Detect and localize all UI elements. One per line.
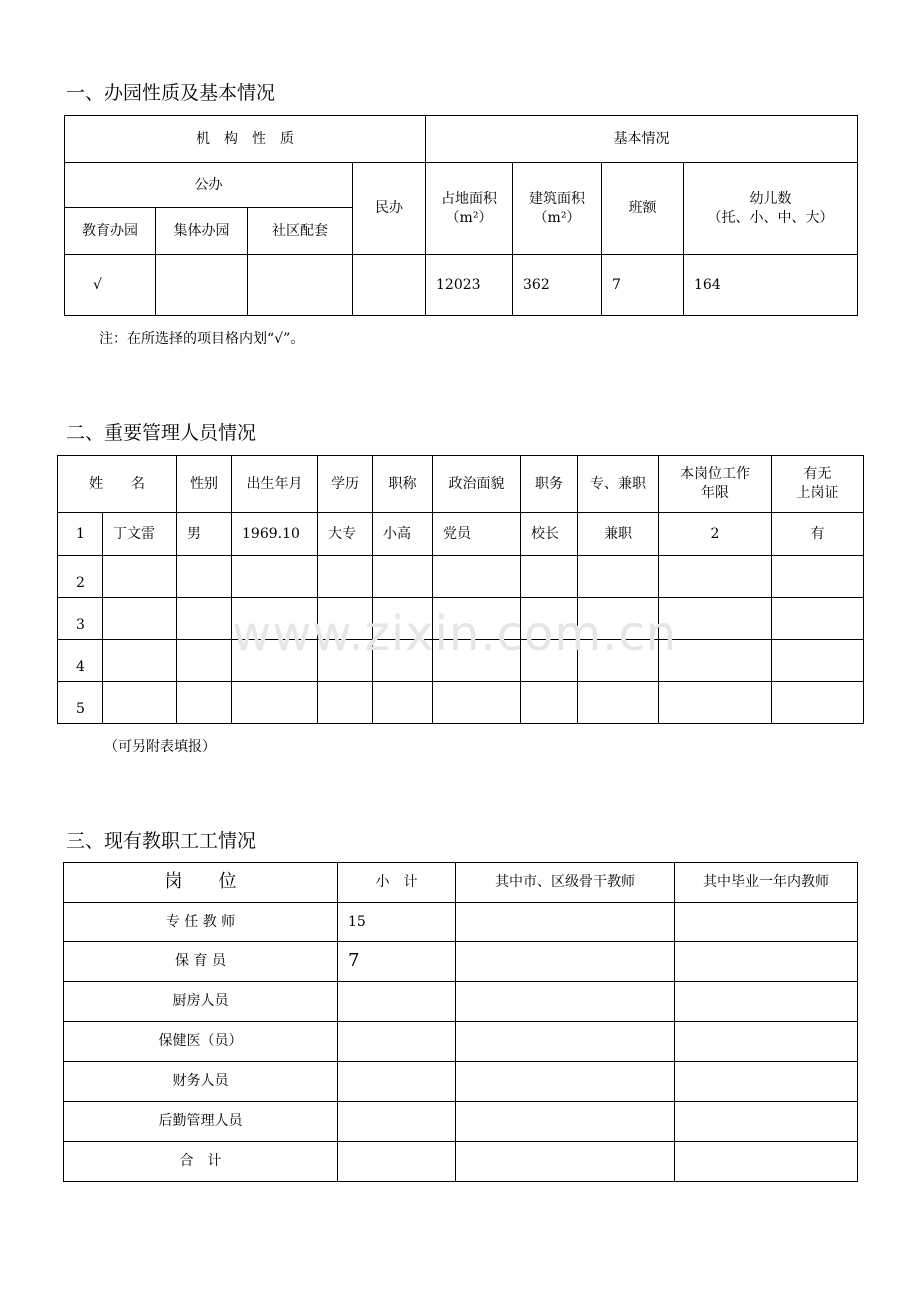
cell-political xyxy=(433,682,521,724)
header-land-area-l1: 占地面积 xyxy=(441,190,497,207)
cell-row-number: 4 xyxy=(58,640,103,682)
cell-fulltime xyxy=(578,556,659,598)
cell-cert xyxy=(772,598,864,640)
cell-years xyxy=(659,556,772,598)
cell-birth xyxy=(232,682,318,724)
cell-name xyxy=(103,682,177,724)
cell-gender xyxy=(177,556,232,598)
cell-backbone xyxy=(456,1022,675,1062)
header-cert xyxy=(772,456,864,513)
header-education: 学历 xyxy=(318,456,373,513)
cell-years: 2 xyxy=(659,513,772,556)
cell-cert xyxy=(772,640,864,682)
cell-duty xyxy=(521,556,578,598)
cell-cert: 有 xyxy=(772,513,864,556)
cell-building-area: 362 xyxy=(513,255,602,316)
cell-duty: 校长 xyxy=(521,513,578,556)
cell-post: 专 任 教 师 xyxy=(64,903,338,942)
header-building-area xyxy=(513,163,602,255)
cell-duty xyxy=(521,682,578,724)
cell-newgrad xyxy=(675,1142,858,1182)
cell-row-number: 1 xyxy=(58,513,103,556)
cell-cert xyxy=(772,556,864,598)
section1-note: 注：在所选择的项目格内划“√”。 xyxy=(99,331,305,347)
cell-political: 党员 xyxy=(433,513,521,556)
header-years-l2: 年限 xyxy=(701,485,729,501)
header-land-area-l2: （m²） xyxy=(445,209,493,226)
header-private: 民办 xyxy=(353,163,426,255)
cell-children: 164 xyxy=(684,255,858,316)
cell-subtotal xyxy=(338,1022,456,1062)
section1-heading: 一、办园性质及基本情况 xyxy=(66,82,276,104)
table-row xyxy=(64,1022,858,1062)
cell-post: 保 育 员 xyxy=(64,942,338,982)
cell-backbone xyxy=(456,1142,675,1182)
cell-classes: 7 xyxy=(602,255,684,316)
cell-edu: 大专 xyxy=(318,513,373,556)
cell-newgrad xyxy=(675,982,858,1022)
header-building-area-l2: （m²） xyxy=(533,209,581,226)
cell-backbone xyxy=(456,1062,675,1102)
header-name: 姓 名 xyxy=(58,456,177,513)
cell-title: 小高 xyxy=(373,513,433,556)
table-row xyxy=(58,556,864,598)
cell-gender: 男 xyxy=(177,513,232,556)
table-row xyxy=(64,982,858,1022)
header-fulltime: 专、兼职 xyxy=(578,456,659,513)
cell-edu xyxy=(318,556,373,598)
header-backbone: 其中市、区级骨干教师 xyxy=(456,863,675,903)
cell-collective-run xyxy=(156,255,248,316)
cell-birth: 1969.10 xyxy=(232,513,318,556)
cell-backbone xyxy=(456,1102,675,1142)
cell-edu-run: √ xyxy=(65,255,156,316)
cell-subtotal xyxy=(338,1102,456,1142)
cell-name xyxy=(103,640,177,682)
table-row xyxy=(64,1142,858,1182)
section1-table xyxy=(64,115,858,316)
cell-newgrad xyxy=(675,1062,858,1102)
table-row xyxy=(64,903,858,942)
cell-post: 厨房人员 xyxy=(64,982,338,1022)
header-classes: 班额 xyxy=(602,163,684,255)
table-row xyxy=(58,682,864,724)
table-row xyxy=(64,1062,858,1102)
header-gender: 性别 xyxy=(177,456,232,513)
header-children-l2: （托、小、中、大） xyxy=(707,209,834,226)
cell-name xyxy=(103,598,177,640)
cell-title xyxy=(373,556,433,598)
header-edu-run: 教育办园 xyxy=(65,208,156,255)
section2-heading: 二、重要管理人员情况 xyxy=(66,422,257,444)
header-collective-run: 集体办园 xyxy=(156,208,248,255)
cell-newgrad xyxy=(675,1102,858,1142)
section3-table xyxy=(63,862,858,1182)
cell-subtotal: 15 xyxy=(338,903,456,942)
header-subtotal: 小 计 xyxy=(338,863,456,903)
header-newgrad: 其中毕业一年内教师 xyxy=(675,863,858,903)
cell-newgrad xyxy=(675,942,858,982)
section2-table xyxy=(57,455,864,724)
cell-years xyxy=(659,682,772,724)
cell-backbone xyxy=(456,982,675,1022)
cell-subtotal xyxy=(338,982,456,1022)
cell-post: 合 计 xyxy=(64,1142,338,1182)
header-title: 职称 xyxy=(373,456,433,513)
cell-fulltime: 兼职 xyxy=(578,513,659,556)
cell-newgrad xyxy=(675,1022,858,1062)
header-cert-l2: 上岗证 xyxy=(796,485,839,501)
cell-backbone xyxy=(456,903,675,942)
cell-subtotal: 7 xyxy=(338,942,456,982)
header-institution-nature: 机 构 性 质 xyxy=(65,116,426,163)
cell-private xyxy=(353,255,426,316)
watermark: www.zixin.com.cn xyxy=(232,606,678,662)
cell-row-number: 5 xyxy=(58,682,103,724)
cell-backbone xyxy=(456,942,675,982)
header-duty: 职务 xyxy=(521,456,578,513)
cell-fulltime xyxy=(578,682,659,724)
header-years-l1: 本岗位工作 xyxy=(680,466,750,483)
cell-subtotal xyxy=(338,1062,456,1102)
cell-row-number: 3 xyxy=(58,598,103,640)
header-political: 政治面貌 xyxy=(433,456,521,513)
section2-note: （可另附表填报） xyxy=(104,739,216,755)
cell-name: 丁文雷 xyxy=(103,513,177,556)
cell-cert xyxy=(772,682,864,724)
cell-edu xyxy=(318,682,373,724)
cell-subtotal xyxy=(338,1142,456,1182)
header-children xyxy=(684,163,858,255)
cell-post: 保健医（员） xyxy=(64,1022,338,1062)
cell-gender xyxy=(177,682,232,724)
cell-post: 后勤管理人员 xyxy=(64,1102,338,1142)
header-land-area xyxy=(426,163,513,255)
table-row xyxy=(64,1102,858,1142)
cell-birth xyxy=(232,556,318,598)
header-cert-l1: 有无 xyxy=(803,466,832,483)
header-public: 公办 xyxy=(65,163,353,208)
header-community: 社区配套 xyxy=(248,208,353,255)
cell-community xyxy=(248,255,353,316)
header-years xyxy=(659,456,772,513)
table-row xyxy=(64,942,858,982)
cell-gender xyxy=(177,598,232,640)
table-row xyxy=(58,513,864,556)
cell-title xyxy=(373,682,433,724)
cell-land-area: 12023 xyxy=(426,255,513,316)
cell-gender xyxy=(177,640,232,682)
cell-name xyxy=(103,556,177,598)
header-post: 岗 位 xyxy=(64,863,338,903)
cell-political xyxy=(433,556,521,598)
header-basic-info: 基本情况 xyxy=(426,116,858,163)
header-children-l1: 幼儿数 xyxy=(749,190,792,207)
section3-heading: 三、现有教职工工情况 xyxy=(66,830,257,852)
cell-newgrad xyxy=(675,903,858,942)
header-birth: 出生年月 xyxy=(232,456,318,513)
cell-row-number: 2 xyxy=(58,556,103,598)
header-building-area-l1: 建筑面积 xyxy=(529,190,585,207)
cell-post: 财务人员 xyxy=(64,1062,338,1102)
